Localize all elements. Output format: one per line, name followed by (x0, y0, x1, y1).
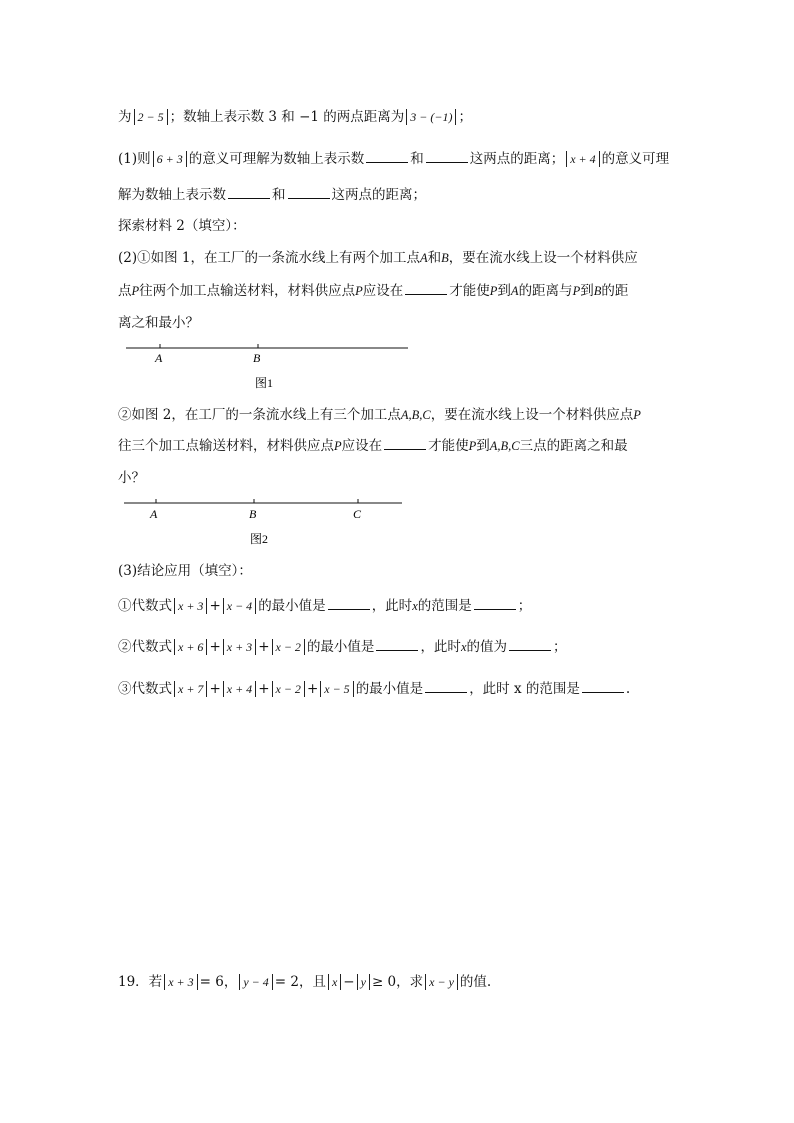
abs-expression: 6 + 3 (153, 151, 187, 167)
point-label: P (489, 284, 498, 298)
text-line-1 (118, 108, 472, 126)
text: 解为数轴上表示数 (118, 187, 226, 203)
point-label-a: A (155, 351, 163, 365)
point-label: P (355, 284, 363, 298)
material-2-heading: 探索材料 2（填空）： (118, 218, 246, 234)
answer-blank[interactable] (228, 186, 270, 199)
question-2b-line-1 (118, 406, 641, 424)
abs-expression: x (328, 974, 341, 990)
question-2b-line-3: 小？ (118, 470, 145, 486)
text: ； (517, 598, 532, 614)
point-label-c: C (353, 507, 362, 521)
point-label-b: B (249, 507, 257, 521)
abs-expression: 2 − 5 (134, 109, 168, 125)
text: 到 (476, 438, 490, 454)
text: (1)则 (118, 151, 151, 167)
text: ③代数式 (118, 681, 172, 697)
abs-expression: x + 6 (174, 639, 207, 655)
point-label: P (468, 439, 477, 453)
question-2a-line-2 (118, 282, 628, 300)
abs-expression: x + 7 (174, 681, 207, 697)
plus-sign: + (258, 639, 270, 655)
abs-expression: x − 5 (320, 681, 353, 697)
text: 的最小值是 (306, 639, 375, 655)
text: − (343, 974, 355, 990)
answer-blank[interactable] (582, 680, 624, 693)
plus-sign: + (306, 681, 319, 697)
question-19 (118, 973, 491, 991)
abs-expression: x + 4 (566, 151, 599, 167)
question-1-line-2 (118, 186, 426, 204)
question-3-item-2 (118, 638, 567, 656)
text: 的范围是 (417, 598, 472, 614)
question-2b-line-2 (118, 437, 628, 455)
point-labels: A,B,C (400, 408, 431, 422)
text: ①代数式 (118, 598, 172, 614)
text: ，要在流水线上设一个材料供应点 (430, 407, 634, 423)
abs-expression: y (357, 974, 370, 990)
plus-sign: + (209, 598, 221, 614)
variable: x (412, 599, 418, 613)
text: . (625, 681, 631, 697)
variable: x (460, 640, 467, 654)
point-label-b: B (253, 351, 261, 365)
figure-2-number-line (118, 495, 418, 550)
text: 的距 (601, 283, 629, 299)
question-2a-line-3: 离之和最小？ (118, 315, 199, 331)
text: 的值. (459, 974, 492, 990)
point-label: A (420, 251, 428, 265)
text: ； (458, 109, 472, 125)
text: 到 (497, 283, 511, 299)
text: ，此时 (371, 598, 413, 614)
text: 三点的距离之和最 (519, 438, 628, 454)
text: 这两点的距离； (331, 187, 426, 203)
text: 和 (427, 250, 442, 266)
text: 的距离与 (518, 283, 573, 299)
text: 到 (580, 283, 594, 299)
point-label: P (572, 284, 581, 298)
text: ，此时 x 的范围是 (469, 681, 580, 697)
text: 才能使 (449, 283, 490, 299)
abs-expression: x − 2 (272, 639, 305, 655)
text: 应设在 (341, 438, 383, 454)
abs-expression: y − 4 (239, 974, 272, 990)
text: ，要在流水线上设一个材料供应 (448, 250, 638, 266)
question-2a-line-1 (118, 249, 638, 267)
text: 点 (118, 283, 132, 299)
plus-sign: + (209, 681, 221, 697)
question-3-heading: (3)结论应用（填空）： (118, 563, 252, 579)
text: = 6， (199, 974, 238, 990)
point-label: P (633, 408, 641, 422)
text: 和 (410, 151, 424, 167)
point-label: B (593, 284, 602, 298)
answer-blank[interactable] (328, 597, 370, 610)
text: 和 (272, 187, 286, 203)
text: 这两点的距离； (469, 151, 565, 167)
question-3-item-3 (118, 680, 630, 698)
abs-expression: x + 4 (223, 681, 256, 697)
text: ；数轴上表示数 3 和 −1 的两点距离为 (169, 109, 405, 125)
text: 的意义可理解为数轴上表示数 (188, 151, 365, 167)
answer-blank[interactable] (384, 437, 426, 450)
text: 应设在 (362, 283, 404, 299)
answer-blank[interactable] (376, 638, 418, 651)
question-1-line-1 (118, 150, 669, 168)
text: 的意义可理 (601, 151, 670, 167)
point-label: P (334, 439, 342, 453)
text: (2)①如图 1，在工厂的一条流水线上有两个加工点 (118, 250, 421, 266)
point-label: P (131, 284, 140, 298)
point-labels: A,B,C (489, 439, 520, 453)
figure-caption: 图1 (255, 376, 274, 390)
abs-expression: x − 2 (272, 681, 305, 697)
answer-blank[interactable] (426, 150, 468, 163)
abs-expression: x + 3 (164, 974, 197, 990)
figure-caption: 图2 (250, 532, 269, 546)
plus-sign: + (258, 681, 270, 697)
plus-sign: + (209, 639, 221, 655)
abs-expression: x − y (425, 974, 458, 990)
text: 往两个加工点输送材料，材料供应点 (139, 283, 356, 299)
text: 的值为 (466, 639, 507, 655)
abs-expression: x − 4 (223, 598, 256, 614)
text: 为 (118, 109, 132, 125)
text: 往三个加工点输送材料，材料供应点 (118, 438, 334, 454)
text: ； (553, 639, 567, 655)
answer-blank[interactable] (425, 680, 467, 693)
text: = 2，且 (274, 974, 326, 990)
text: ，此时 (420, 639, 461, 655)
point-label: B (441, 251, 449, 265)
text: ②代数式 (118, 639, 172, 655)
answer-blank[interactable] (405, 282, 447, 295)
abs-expression: x + 3 (223, 639, 256, 655)
answer-blank[interactable] (509, 638, 551, 651)
point-label-a: A (150, 507, 158, 521)
text: 的最小值是 (258, 598, 326, 614)
answer-blank[interactable] (366, 150, 408, 163)
answer-blank[interactable] (288, 186, 330, 199)
text: 的最小值是 (355, 681, 424, 697)
figure-1-number-line (118, 340, 418, 395)
answer-blank[interactable] (474, 597, 516, 610)
point-label: A (510, 284, 519, 298)
text: ≥ 0，求 (371, 974, 424, 990)
question-3-item-1 (118, 597, 531, 615)
text: 才能使 (428, 438, 469, 454)
text: 19．若 (118, 974, 163, 990)
abs-expression: x + 3 (174, 598, 207, 614)
abs-expression: 3 − (−1) (406, 109, 456, 125)
text: ②如图 2，在工厂的一条流水线上有三个加工点 (118, 407, 401, 423)
